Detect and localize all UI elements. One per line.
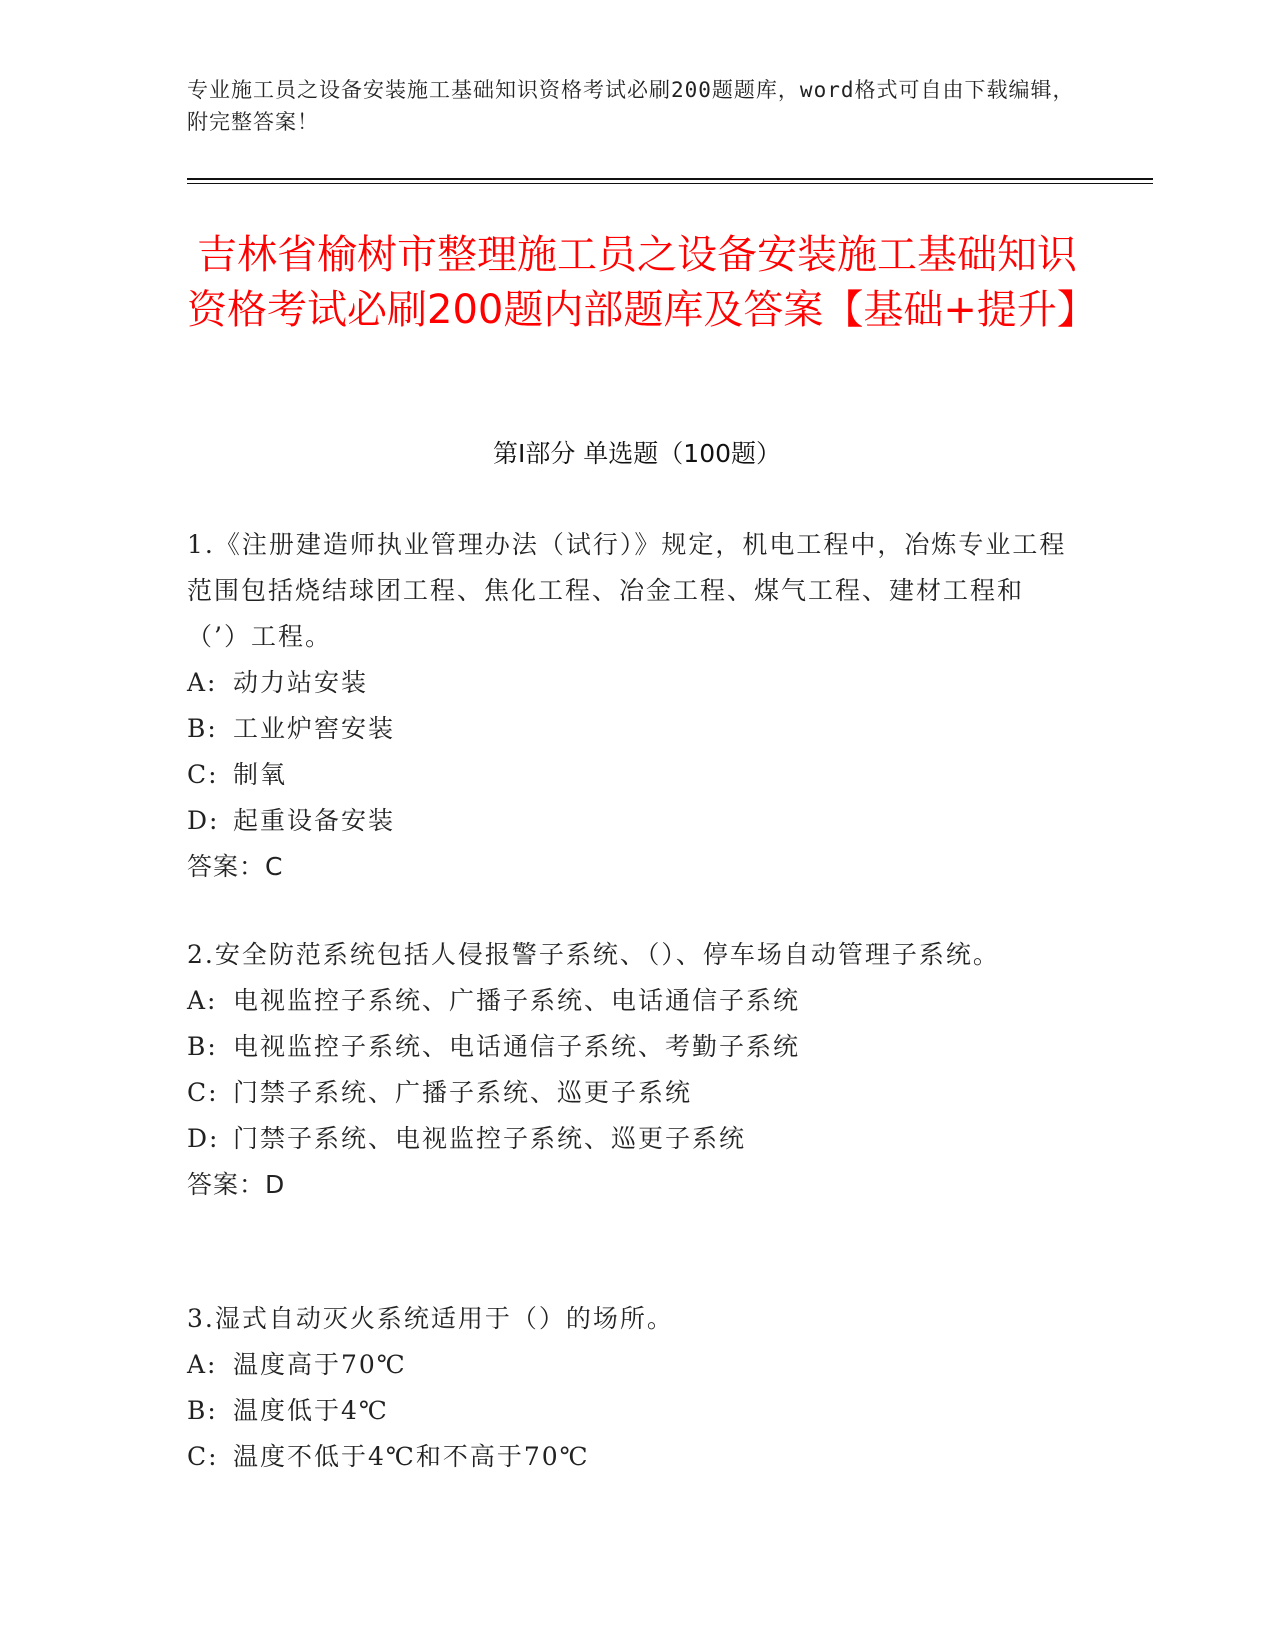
option-a	[187, 660, 1067, 706]
header-rule-thick	[187, 178, 1153, 180]
option-key: A:	[187, 1350, 218, 1379]
option-key: B:	[187, 714, 218, 743]
option-c	[187, 752, 1067, 798]
question-2	[187, 932, 1067, 1208]
question-1	[187, 522, 1067, 890]
option-text: 电视监控子系统、广播子系统、电话通信子系统	[233, 986, 801, 1015]
header-rule-thin	[187, 183, 1153, 184]
option-b	[187, 1388, 1067, 1434]
option-key: D:	[187, 1124, 220, 1153]
option-text: 工业炉窖安装	[233, 714, 396, 743]
option-c	[187, 1434, 1067, 1480]
option-text: 温度低于4℃	[233, 1396, 389, 1425]
answer: 答案：D	[187, 1170, 286, 1199]
option-d	[187, 798, 1067, 844]
option-key: A:	[187, 986, 218, 1015]
option-text: 起重设备安装	[233, 806, 396, 835]
document-title: 吉林省榆树市整理施工员之设备安装施工基础知识资格考试必刷200题内部题库及答案【基础+提升】	[187, 232, 1097, 333]
option-text: 动力站安装	[233, 668, 369, 697]
option-text: 门禁子系统、电视监控子系统、巡更子系统	[233, 1124, 747, 1153]
question-stem: 1.《注册建造师执业管理办法（试行）》规定，机电工程中，冶炼专业工程范围包括烧结球团工程、焦化工程、冶金工程、煤气工程、建材工程和（’）工程。	[187, 530, 1067, 651]
section-title: 第I部分 单选题（100题）	[492, 439, 782, 468]
question-stem: 3.湿式自动灭火系统适用于（）的场所。	[187, 1304, 674, 1333]
header-note: 专业施工员之设备安装施工基础知识资格考试必刷200题题库，word格式可自由下载编辑，附完整答案！	[187, 78, 1075, 134]
question-stem: 2.安全防范系统包括人侵报警子系统、（）、停车场自动管理子系统。	[187, 940, 1000, 969]
answer: 答案：C	[187, 852, 284, 881]
option-a	[187, 1342, 1067, 1388]
option-text: 制氧	[233, 760, 288, 789]
option-b	[187, 1024, 1067, 1070]
option-key: C:	[187, 1078, 219, 1107]
option-text: 电视监控子系统、电话通信子系统、考勤子系统	[233, 1032, 801, 1061]
question-3	[187, 1296, 1067, 1480]
option-key: B:	[187, 1032, 218, 1061]
option-a	[187, 978, 1067, 1024]
option-c	[187, 1070, 1067, 1116]
option-key: A:	[187, 668, 218, 697]
option-text: 温度高于70℃	[233, 1350, 407, 1379]
option-b	[187, 706, 1067, 752]
option-text: 温度不低于4℃和不高于70℃	[233, 1442, 590, 1471]
option-key: B:	[187, 1396, 218, 1425]
option-key: C:	[187, 760, 219, 789]
option-key: D:	[187, 806, 220, 835]
option-text: 门禁子系统、广播子系统、巡更子系统	[233, 1078, 693, 1107]
option-d	[187, 1116, 1067, 1162]
option-key: C:	[187, 1442, 219, 1471]
